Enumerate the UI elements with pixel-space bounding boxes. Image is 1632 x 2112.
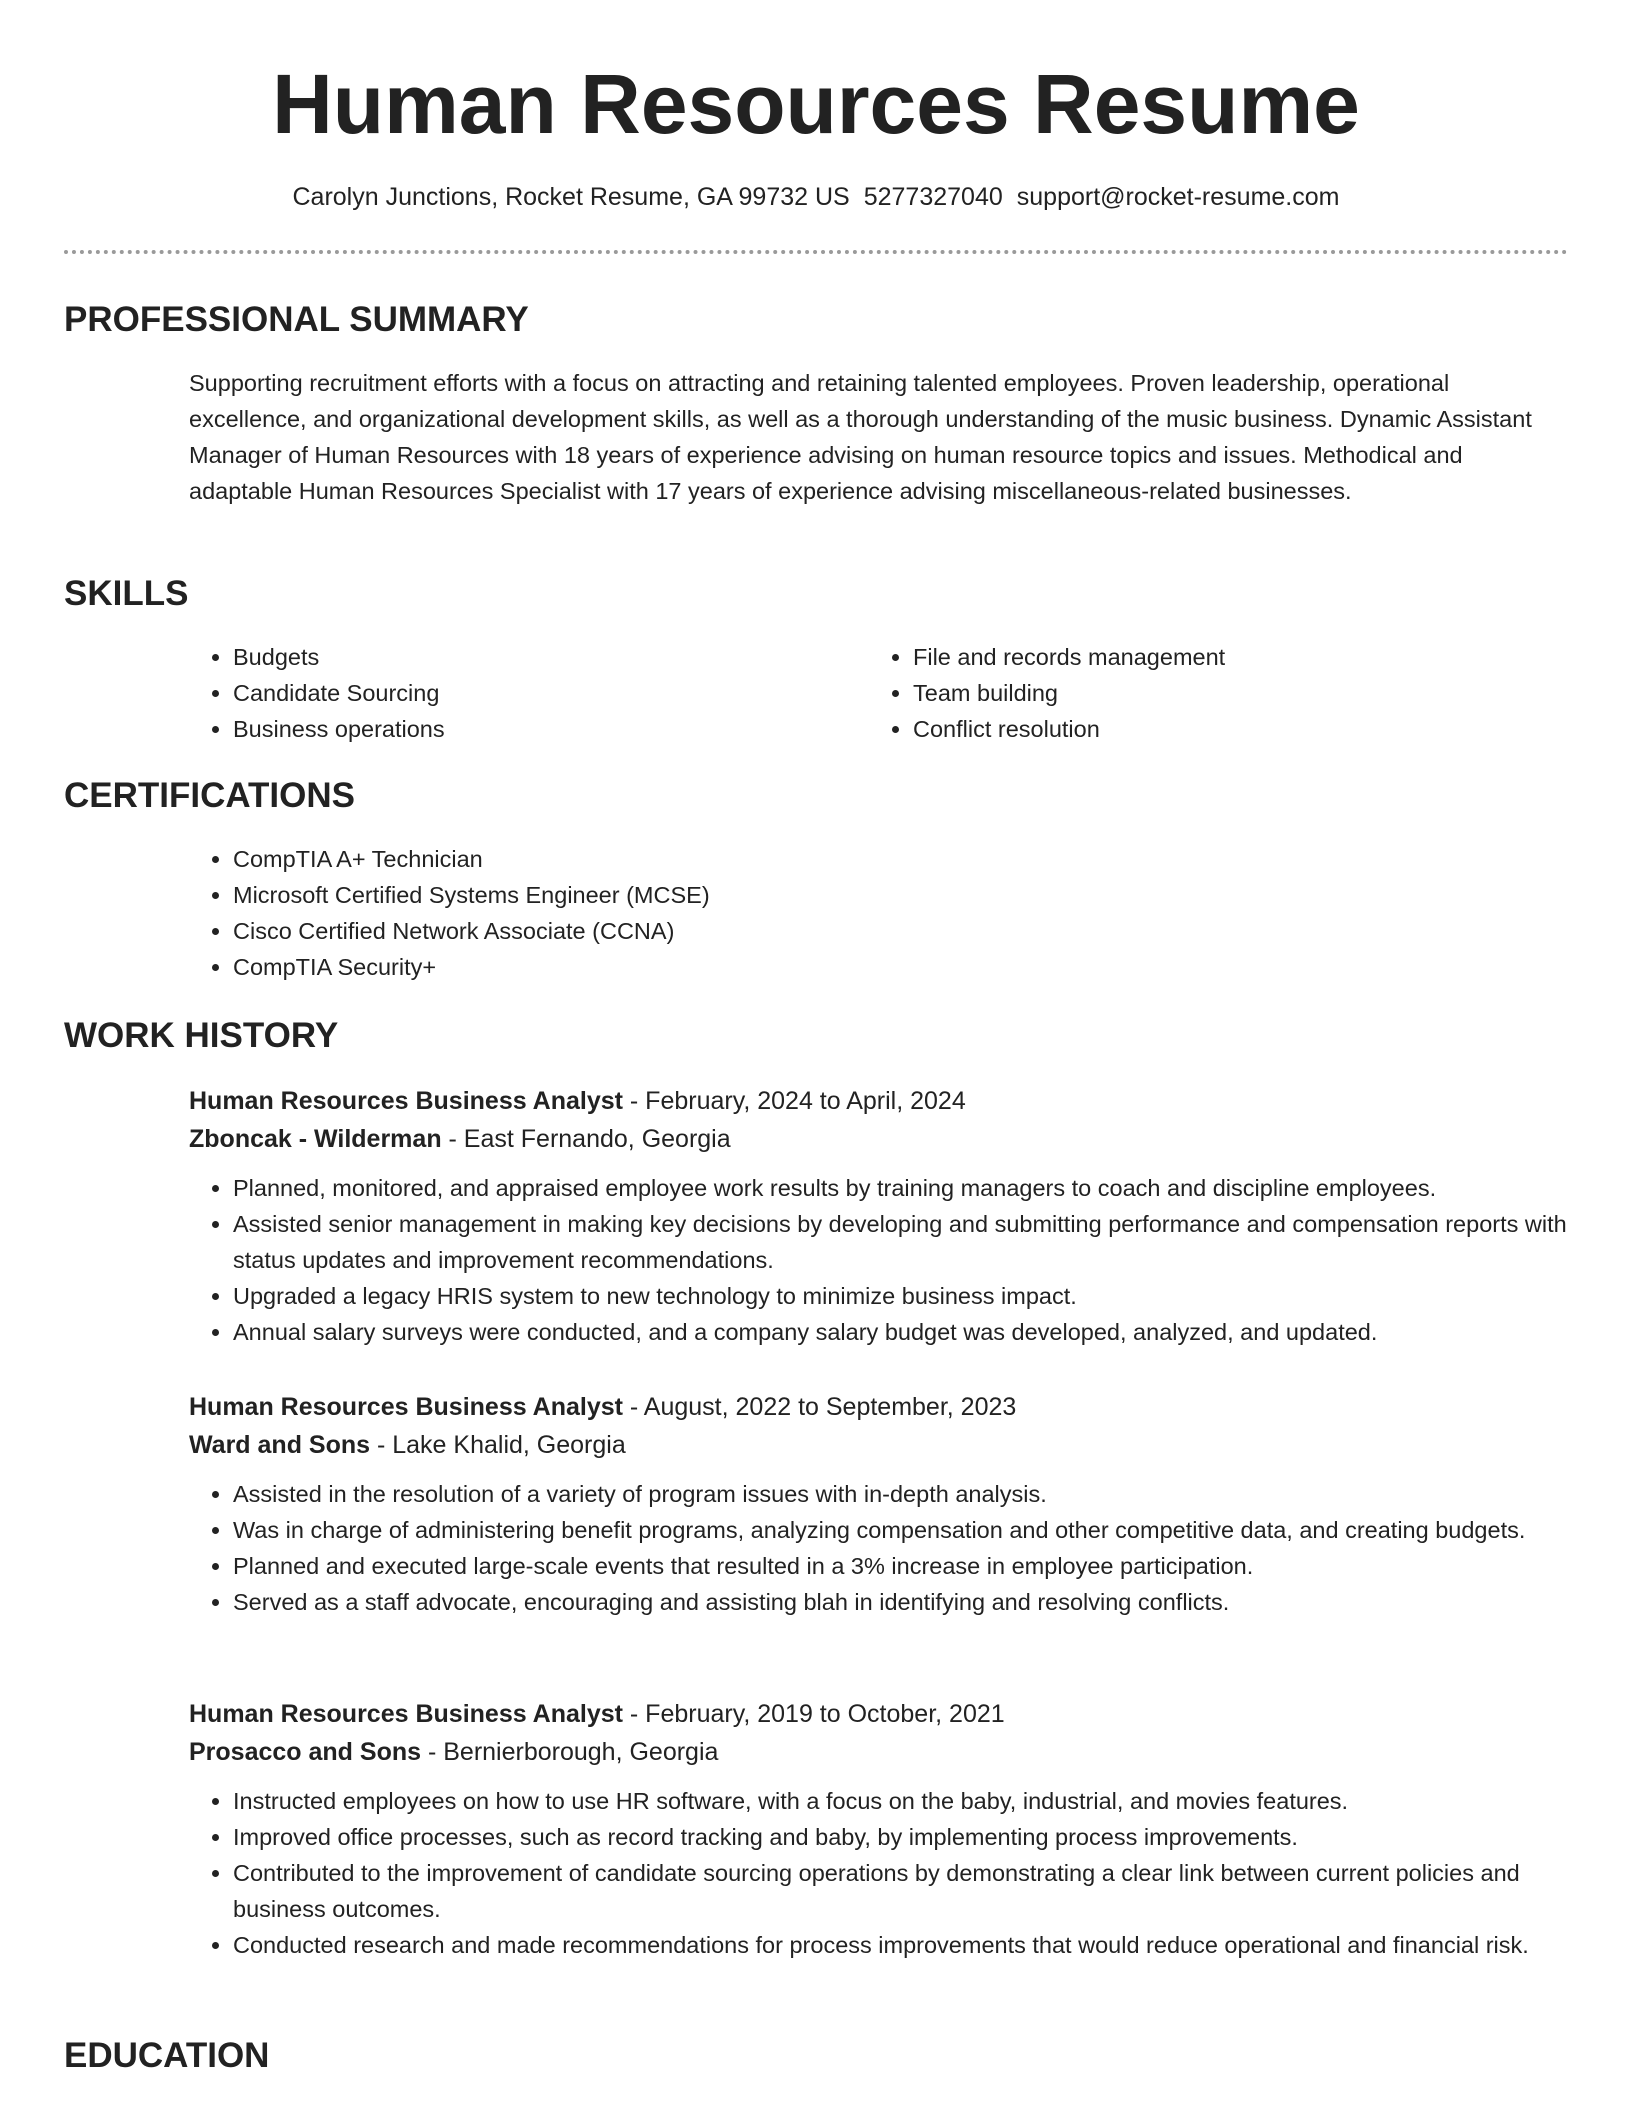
job-title: Human Resources Business Analyst: [189, 1087, 623, 1115]
certifications-heading: CERTIFICATIONS: [64, 776, 356, 815]
list-item: • Business operations: [233, 711, 869, 747]
list-item: • Was in charge of administering benefit programs, analyzing compensation and other competitive data, and creating budgets.: [233, 1512, 1569, 1548]
list-item: • Planned and executed large-scale events that resulted in a 3% increase in employee participation.: [233, 1548, 1569, 1584]
list-item: • File and records management: [913, 639, 1549, 675]
job-company: Zboncak - Wilderman: [189, 1125, 442, 1153]
summary-heading: PROFESSIONAL SUMMARY: [64, 300, 529, 339]
list-item: • Upgraded a legacy HRIS system to new technology to minimize business impact.: [233, 1278, 1569, 1314]
job-company: Prosacco and Sons: [189, 1738, 422, 1766]
contact-email: support@rocket-resume.com: [1016, 183, 1340, 211]
skills-heading: SKILLS: [64, 574, 189, 613]
skills-list: [189, 639, 1569, 747]
list-item: • Served as a staff advocate, encouraging and assisting blah in identifying and resolving conflicts.: [233, 1584, 1569, 1620]
job-company-line: [189, 1733, 1569, 1771]
job-title: Human Resources Business Analyst: [189, 1393, 623, 1421]
list-item: • Conflict resolution: [913, 711, 1549, 747]
job-entry: [189, 1695, 1569, 1963]
job-company-line: [189, 1426, 1569, 1464]
list-item: • CompTIA A+ Technician: [233, 841, 1569, 877]
skills-column-right: [869, 639, 1549, 747]
job-location: - East Fernando, Georgia: [441, 1125, 731, 1153]
contact-address: Carolyn Junctions, Rocket Resume, GA 99732 US: [292, 183, 850, 211]
list-item: • Conducted research and made recommendations for process improvements that would reduce operational and financial risk.: [233, 1927, 1569, 1963]
list-item: • Cisco Certified Network Associate (CCNA): [233, 913, 1569, 949]
education-heading: EDUCATION: [64, 2036, 270, 2075]
list-item: • Budgets: [233, 639, 869, 675]
list-item: • Microsoft Certified Systems Engineer (MCSE): [233, 877, 1569, 913]
job-company-line: [189, 1120, 1569, 1158]
list-item: • Candidate Sourcing: [233, 675, 869, 711]
job-entry: [189, 1388, 1569, 1620]
work-heading: WORK HISTORY: [64, 1016, 339, 1055]
job-company: Ward and Sons: [189, 1431, 371, 1459]
job-title: Human Resources Business Analyst: [189, 1700, 623, 1728]
job-entry: [189, 1082, 1569, 1350]
job-location: - Bernierborough, Georgia: [421, 1738, 719, 1766]
list-item: • Planned, monitored, and appraised employee work results by training managers to coach and discipline employees.: [233, 1170, 1569, 1206]
job-dates: - August, 2022 to September, 2023: [622, 1393, 1017, 1421]
job-title-line: [189, 1082, 1569, 1120]
list-item: • CompTIA Security+: [233, 949, 1569, 985]
job-title-line: [189, 1695, 1569, 1733]
job-location: - Lake Khalid, Georgia: [370, 1431, 626, 1459]
list-item: • Contributed to the improvement of candidate sourcing operations by demonstrating a clear link between current policies and business outcomes.: [233, 1855, 1569, 1927]
summary-text: Supporting recruitment efforts with a focus on attracting and retaining talented employees. Proven leadership, operational excellence, and organizational development skills, as well as a thorough understanding of the music business. Dynamic Assistant Manager of Human Resources with 18 years of experience advising on human resource topics and issues. Methodical and adaptable Human Resources Specialist with 17 years of experience advising miscellaneous-related businesses.: [189, 370, 1532, 504]
job-bullets: [189, 1170, 1569, 1350]
list-item: • Assisted senior management in making key decisions by developing and submitting performance and compensation reports with status updates and improvement recommendations.: [233, 1206, 1569, 1278]
list-item: • Instructed employees on how to use HR software, with a focus on the baby, industrial, and movies features.: [233, 1783, 1569, 1819]
resume-title: Human Resources Resume: [272, 57, 1360, 151]
job-title-line: [189, 1388, 1569, 1426]
list-item: • Assisted in the resolution of a variety of program issues with in-depth analysis.: [233, 1476, 1569, 1512]
list-item: • Team building: [913, 675, 1549, 711]
skills-column-left: [189, 639, 869, 747]
certifications-list: [189, 841, 1569, 985]
contact-line: [0, 180, 1632, 214]
list-item: • Improved office processes, such as record tracking and baby, by implementing process improvements.: [233, 1819, 1569, 1855]
header-divider: [64, 250, 1568, 254]
job-bullets: [189, 1783, 1569, 1963]
job-bullets: [189, 1476, 1569, 1620]
contact-phone: 5277327040: [863, 183, 1003, 211]
job-dates: - February, 2019 to October, 2021: [622, 1700, 1005, 1728]
list-item: • Annual salary surveys were conducted, and a company salary budget was developed, analyzed, and updated.: [233, 1314, 1569, 1350]
job-dates: - February, 2024 to April, 2024: [622, 1087, 966, 1115]
